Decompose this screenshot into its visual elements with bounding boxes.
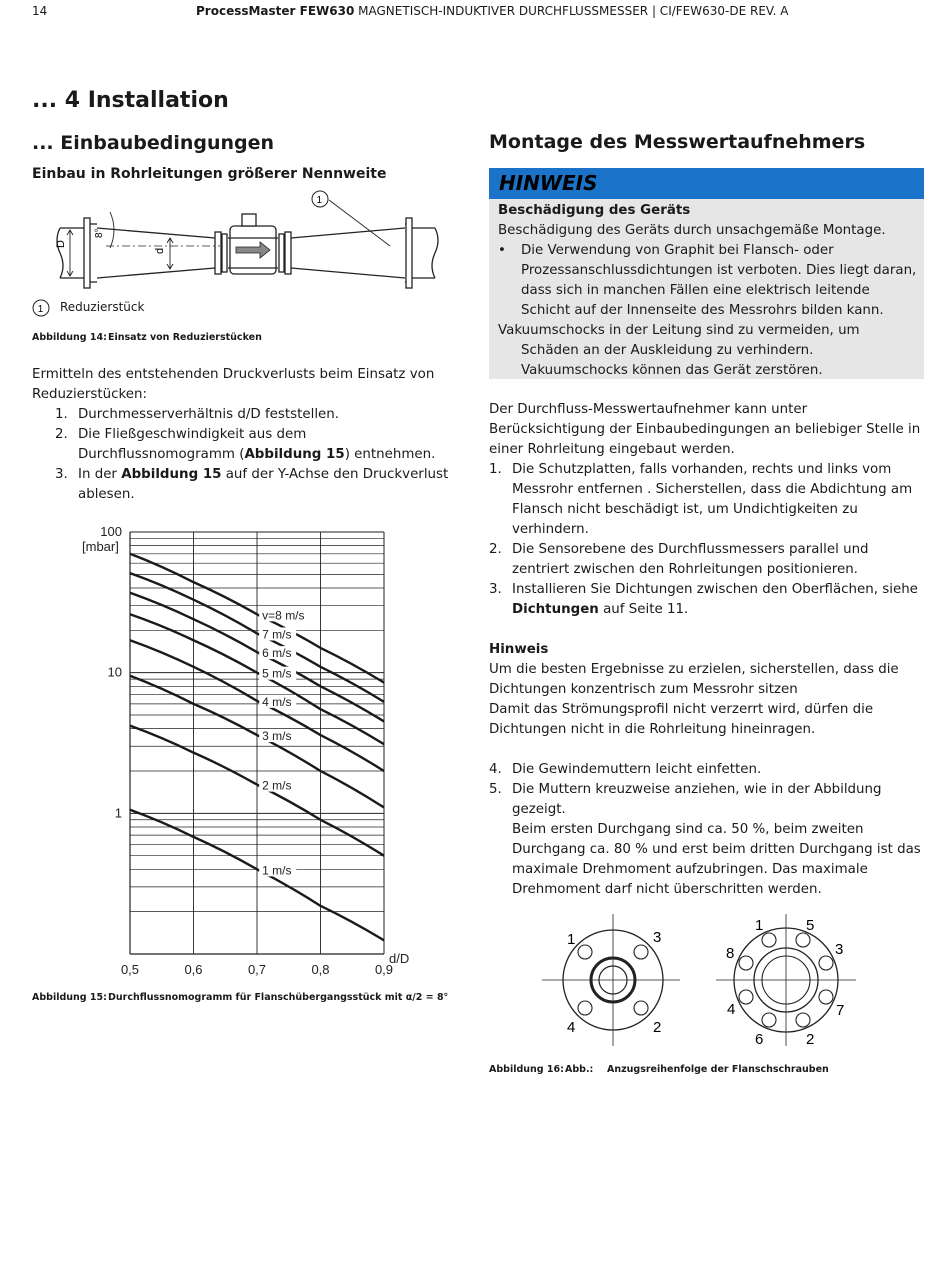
step-text: Die Gewindemuttern leicht einfetten.	[512, 762, 762, 777]
step-text: ) entnehmen.	[344, 447, 436, 462]
y-tick-label: 1	[114, 805, 122, 821]
list-item	[489, 540, 924, 580]
x-tick-label: 0,8	[311, 962, 330, 977]
bolt-label: 8	[726, 945, 735, 962]
callout-number: 1	[316, 195, 323, 206]
step-number: 1.	[55, 407, 68, 422]
list-item	[55, 465, 452, 505]
step-text: auf der Y-Achse den Druckverlust ablesen.	[78, 467, 449, 502]
step-text: Die Fließgeschwindigkeit aus dem Durchflussnomogramm (	[78, 427, 307, 462]
x-tick-label: 0,7	[247, 962, 267, 977]
bolt-label: 1	[755, 917, 764, 934]
step-ref: Dichtungen	[512, 602, 599, 617]
section-title: ... 4 Installation	[32, 88, 229, 113]
chart-grid	[130, 532, 384, 954]
list-item	[55, 405, 452, 425]
step-number: 5.	[489, 782, 502, 797]
hint-paragraph: Um die besten Ergebnisse zu erzielen, sicherstellen, dass die Dichtungen konzentrisch zum Messrohr sitzen	[489, 662, 899, 697]
header-product: ProcessMaster FEW630	[196, 4, 355, 18]
left-intro: Ermitteln des entstehenden Druckverlusts beim Einsatz von Reduzierstücken:	[32, 367, 435, 402]
step-text: Installieren Sie Dichtungen zwischen den Oberflächen, siehe	[512, 582, 918, 597]
series-label: 7 m/s	[262, 627, 292, 642]
series-label: v=8 m/s	[262, 608, 305, 623]
step-text: In der	[78, 467, 122, 482]
step-text: Die Muttern kreuzweise anziehen, wie in der Abbildung gezeigt.	[512, 782, 882, 817]
left-text-block	[32, 365, 452, 505]
step5-detail: Beim ersten Durchgang sind ca. 50 %, beim zweiten Durchgang ca. 80 % und erst beim dritten Durchgang ist das maximale Drehmoment aufzubringen. Das maximale Drehmoment darf nicht überschritten werden.	[512, 822, 921, 897]
step-text: Die Sensorebene des Durchflussmessers parallel und zentriert zwischen den Rohrleitungen positionieren.	[512, 542, 869, 577]
subsubsection-title: Einbau in Rohrleitungen größerer Nennweite	[32, 166, 387, 182]
figure14-caption	[32, 332, 262, 343]
notice-bullet	[498, 241, 918, 321]
step-number: 3.	[55, 467, 68, 482]
label-d: d	[154, 247, 166, 254]
notice-label: HINWEIS	[499, 171, 598, 195]
list-item	[489, 780, 924, 900]
flange-bolt-diagram	[540, 912, 860, 1052]
notice-paragraph: Vakuumschocks in der Leitung sind zu vermeiden, um Schäden an der Auskleidung zu verhindern. Vakuumschocks können das Gerät zerstören.	[498, 323, 860, 378]
header-title-rest: MAGNETISCH-INDUKTIVER DURCHFLUSSMESSER | CI/FEW630-DE REV. A	[358, 4, 789, 18]
figure15-caption-num: Abbildung 15:	[32, 992, 107, 1003]
bolt-label: 5	[806, 917, 815, 934]
step-ref: Abbildung 15	[244, 447, 345, 462]
hint-title: Hinweis	[489, 642, 549, 657]
figure15-caption	[32, 992, 448, 1003]
right-steps-a	[489, 460, 924, 620]
list-item	[489, 460, 924, 540]
bolt-label: 2	[653, 1019, 662, 1036]
x-tick-label: 0,5	[120, 962, 140, 977]
legend-marker	[32, 299, 52, 319]
bolt-label: 4	[727, 1001, 736, 1018]
left-steps	[32, 405, 452, 505]
step-number: 4.	[489, 762, 502, 777]
bolt-label: 1	[567, 931, 576, 948]
series-label: 4 m/s	[262, 694, 292, 709]
figure14-caption-text: Einsatz von Reduzierstücken	[108, 332, 262, 343]
page-number: 14	[32, 4, 48, 18]
y-tick-label: 10	[107, 664, 122, 680]
x-tick-label: 0,6	[184, 962, 203, 977]
figure16-caption	[489, 1064, 829, 1075]
series-label: 1 m/s	[262, 863, 292, 878]
bolt-label: 2	[806, 1031, 815, 1048]
figure15-caption-text: Durchflussnomogramm für Flanschübergangsstück mit α/2 = 8°	[108, 992, 449, 1003]
notice-bullet-text: Die Verwendung von Graphit bei Flansch- oder Prozessanschlussdichtungen ist verboten. Dies liegt daran, dass sich in manchen Fällen eine elektrisch leitende Schicht auf der Innenseite des Messrohrs bilden kann.	[521, 243, 917, 318]
x-axis-label: d/D	[389, 951, 410, 966]
hint-paragraph: Damit das Strömungsprofil nicht verzerrt wird, dürfen die Dichtungen nicht in die Rohrleitung hineinragen.	[489, 702, 874, 737]
flange-8-bolt	[716, 914, 856, 1046]
notice-heading: Beschädigung des Geräts	[498, 203, 691, 218]
notice-line: Beschädigung des Geräts durch unsachgemäße Montage.	[498, 223, 886, 238]
bolt-label: 3	[653, 929, 662, 946]
series-label: 2 m/s	[262, 778, 292, 793]
bullet-dot: •	[498, 243, 506, 258]
series-label: 6 m/s	[262, 646, 292, 661]
bolt-label: 3	[835, 941, 844, 958]
step-number: 3.	[489, 582, 502, 597]
subsection-title: ... Einbaubedingungen	[32, 132, 275, 154]
list-item	[55, 425, 452, 465]
running-header	[196, 4, 788, 18]
label-angle: 8°	[94, 228, 105, 238]
right-text-block	[489, 400, 924, 900]
right-section-title: Montage des Messwertaufnehmers	[489, 131, 866, 153]
reducer-drawing	[50, 186, 450, 292]
label-D: D	[55, 240, 67, 248]
figure16-caption-text: Anzugsreihenfolge der Flanschschrauben	[607, 1064, 829, 1075]
step-ref: Abbildung 15	[121, 467, 222, 482]
step-number: 2.	[489, 542, 502, 557]
figure16-caption-abb: Abb.:	[565, 1064, 594, 1075]
right-steps-b	[489, 760, 924, 900]
bolt-label: 7	[836, 1002, 845, 1019]
list-item	[489, 760, 924, 780]
right-intro: Der Durchfluss-Messwertaufnehmer kann unter Berücksichtigung der Einbaubedingungen an beliebiger Stelle in einer Rohrleitung eingebaut werden.	[489, 402, 921, 457]
step-text: Durchmesserverhältnis d/D feststellen.	[78, 407, 340, 422]
legend-number: 1	[37, 304, 44, 315]
series-label: 5 m/s	[262, 666, 292, 681]
flow-nomogram-chart	[70, 518, 430, 983]
bolt-label: 4	[567, 1019, 576, 1036]
x-tick-label: 0,9	[374, 962, 394, 977]
step-number: 1.	[489, 462, 502, 477]
notice-box	[489, 168, 924, 379]
bolt-label: 6	[755, 1031, 764, 1048]
notice-content	[498, 201, 918, 381]
step-number: 2.	[55, 427, 68, 442]
figure16-caption-num: Abbildung 16:	[489, 1064, 564, 1075]
series-label: 3 m/s	[262, 729, 292, 744]
legend-text: Reduzierstück	[60, 300, 145, 314]
step-text: Die Schutzplatten, falls vorhanden, rechts und links vom Messrohr entfernen . Sicherstellen, dass die Abdichtung am Flansch nicht beschädigt ist, um Undichtigkeiten zu verhindern.	[512, 462, 913, 537]
y-axis-label: [mbar]	[82, 539, 119, 554]
y-tick-label: 100	[100, 524, 122, 539]
notice-bar	[489, 168, 924, 199]
list-item	[489, 580, 924, 620]
step-text: auf Seite 11.	[598, 602, 689, 617]
figure14-caption-num: Abbildung 14:	[32, 332, 107, 343]
